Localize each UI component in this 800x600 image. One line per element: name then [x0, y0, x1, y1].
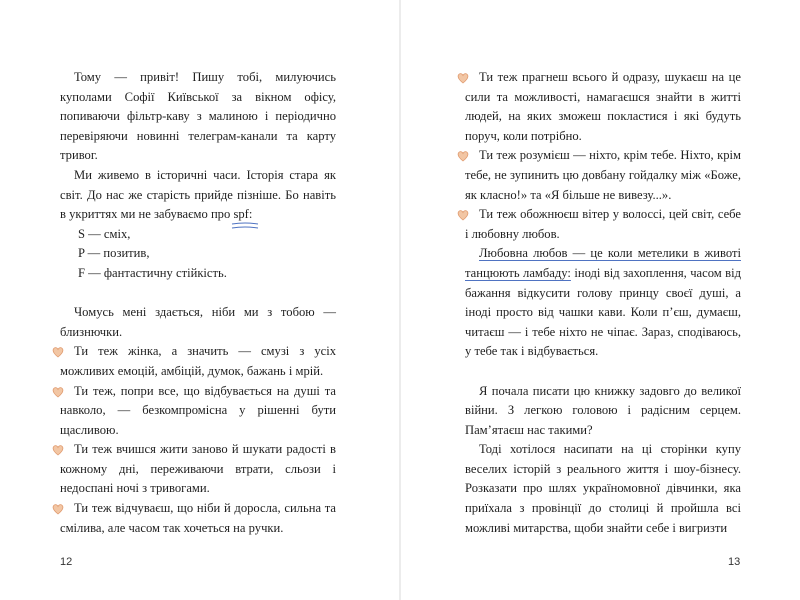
left-heart-paragraph-4 — [60, 499, 336, 538]
love-underlined-phrase: Любовна любов — це коли метелики в животі танцюють ламбаду: — [465, 246, 741, 280]
right-heart-text-3: Ти теж обожнюєш вітер у волоссі, цей світ, себе і любовну любов. — [465, 207, 741, 241]
left-paragraph-3: Чомусь мені здається, ніби ми з тобою — близнючки. — [60, 305, 336, 339]
right-heart-paragraph-1 — [465, 68, 741, 146]
spf-list-item-p: P — позитив, — [78, 246, 150, 261]
left-heart-paragraph-3 — [60, 440, 336, 499]
left-paragraph-1: Тому — привіт! Пишу тобі, милуючись куполами Софії Київської за вікном офісу, попиваючи фільтр-каву з малиною і періодично перевіряючи новинні телеграм-канали та карту тривог. — [60, 70, 336, 163]
page-number-left: 12 — [60, 556, 73, 568]
right-heart-text-2: Ти теж розумієш — ніхто, крім тебе. Ніхто, крім тебе, не зупинить цю довбану гойдалку між «Боже, як класно!» та «Я більше не вивезу...». — [465, 148, 741, 202]
page-number-right: 13 — [728, 556, 741, 568]
love-paragraph-rest: іноді від захоплення, часом від бажання відкусити голову принцу своєї душі, а іноді просто від чашки кави. Коли п’єш, думаєш, читаєш — і тебе ніхто не чіпає. Зараз, сподіваюсь, у тебе так і відбувається. — [465, 265, 742, 359]
heart-icon — [52, 444, 64, 456]
right-heart-text-1: Ти теж прагнеш всього й одразу, шукаєш на це сили та можливості, намагаєшся знайти в житті людей, на яких зможеш покластися і які будуть поруч, коли потрібно. — [465, 70, 741, 143]
spf-list-item-s: S — сміх, — [78, 226, 131, 241]
left-paragraph-2 — [60, 166, 336, 225]
heart-icon — [457, 150, 469, 162]
left-heart-text-1: Ти теж жінка, а значить — смузі з усіх можливих емоцій, амбіцій, думок, бажань і мрій. — [60, 344, 336, 378]
heart-icon — [52, 503, 64, 515]
then-paragraph: Тоді хотілося насипати на ці сторінки купу веселих історій з реального життя і шоу-бізнесу. Розказати про шлях україномовної дівчинки, яка приїхала з провінції до столиці й пройшла всі можливі митарства, щоби знайти себе і вигризти — [465, 442, 741, 535]
heart-icon — [52, 346, 64, 358]
left-page-text — [60, 68, 336, 538]
spf-list-item-f: F — фантастичну стійкість. — [78, 265, 227, 280]
left-heart-text-4: Ти теж відчуваєш, що ніби й доросла, сильна та смілива, але часом так хочеться на ручки. — [60, 501, 336, 535]
heart-icon — [457, 209, 469, 221]
right-heart-paragraph-2 — [465, 146, 741, 205]
spacer — [60, 284, 336, 304]
left-paragraph-2-text: Ми живемо в історичні часи. Історія стара як світ. До нас же старість прийде пізніше. Бо навіть в укриттях ми не забуваємо про — [60, 167, 336, 222]
left-heart-text-2: Ти теж, попри все, що відбувається на душі та навколо, — безкомпромісна у рішенні бути щасливою. — [60, 383, 336, 437]
war-paragraph: Я почала писати цю книжку задовго до великої війни. З легкою головою і радісним серцем. Пам’ятаєш нас такими? — [465, 383, 741, 437]
spacer — [465, 362, 741, 382]
spf-word — [233, 207, 252, 221]
left-heart-text-3: Ти теж вчишся жити заново й шукати радості в кожному дні, переживаючи втрати, сльози і недоспані ночі з тривогами. — [60, 442, 336, 496]
love-paragraph — [465, 244, 741, 362]
heart-icon — [52, 386, 64, 398]
spf-word-text: spf: — [233, 207, 253, 222]
left-heart-paragraph-1 — [60, 342, 336, 381]
spf-double-underline — [231, 222, 259, 230]
right-page-text — [465, 68, 741, 538]
right-heart-paragraph-3 — [465, 205, 741, 244]
left-heart-paragraph-2 — [60, 382, 336, 441]
heart-icon — [457, 72, 469, 84]
right-page — [400, 0, 800, 600]
